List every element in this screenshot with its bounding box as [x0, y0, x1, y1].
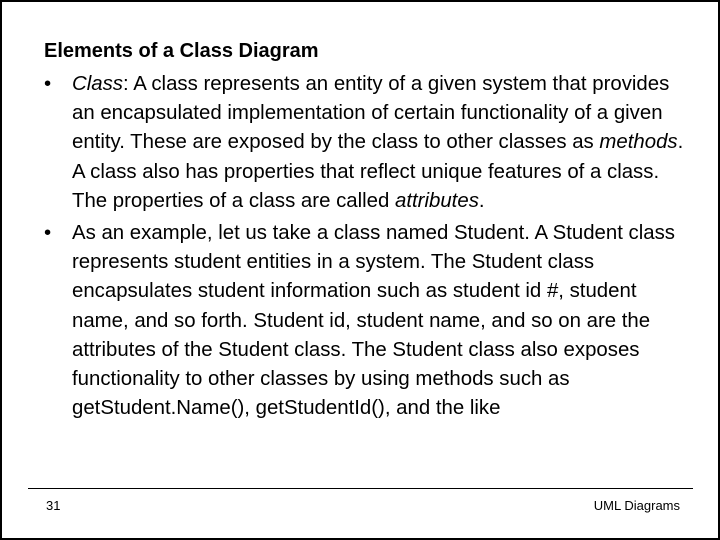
bullet-marker: •: [44, 222, 52, 245]
bullet-text: .: [478, 189, 485, 212]
bullet-marker: •: [44, 73, 52, 95]
term-class: Class: [72, 73, 123, 95]
bullet-text: As an example, let us take a class named Student. A Student class represents student entities in a system. The Student class encapsulates student information such as student id #, student name, and so forth. Student id, student name, and so on are the attributes of the Student class. The Student class also exposes functionality to other classes by using methods such as getStudent.Name(), getStudentId(), and the like: [72, 222, 676, 420]
footer-divider: [28, 488, 693, 489]
bullet-student-example: [44, 219, 689, 423]
page-number: 31: [46, 498, 61, 513]
footer-section-label: UML Diagrams: [593, 498, 680, 513]
bullet-text: : A class represents an entity of a given system that provides an encapsulated implementation of certain functionality of a given entity. These are exposed by the class to other classes as: [72, 73, 670, 154]
slide-title: Elements of a Class Diagram: [44, 40, 319, 62]
term-methods: methods: [599, 131, 678, 154]
term-attributes: attributes: [395, 189, 479, 212]
bullet-list: [44, 70, 689, 426]
bullet-class-definition: [44, 70, 689, 216]
bullet-text: . A class also has properties that reflect unique features of a class. The properties of a class are called: [72, 131, 684, 212]
